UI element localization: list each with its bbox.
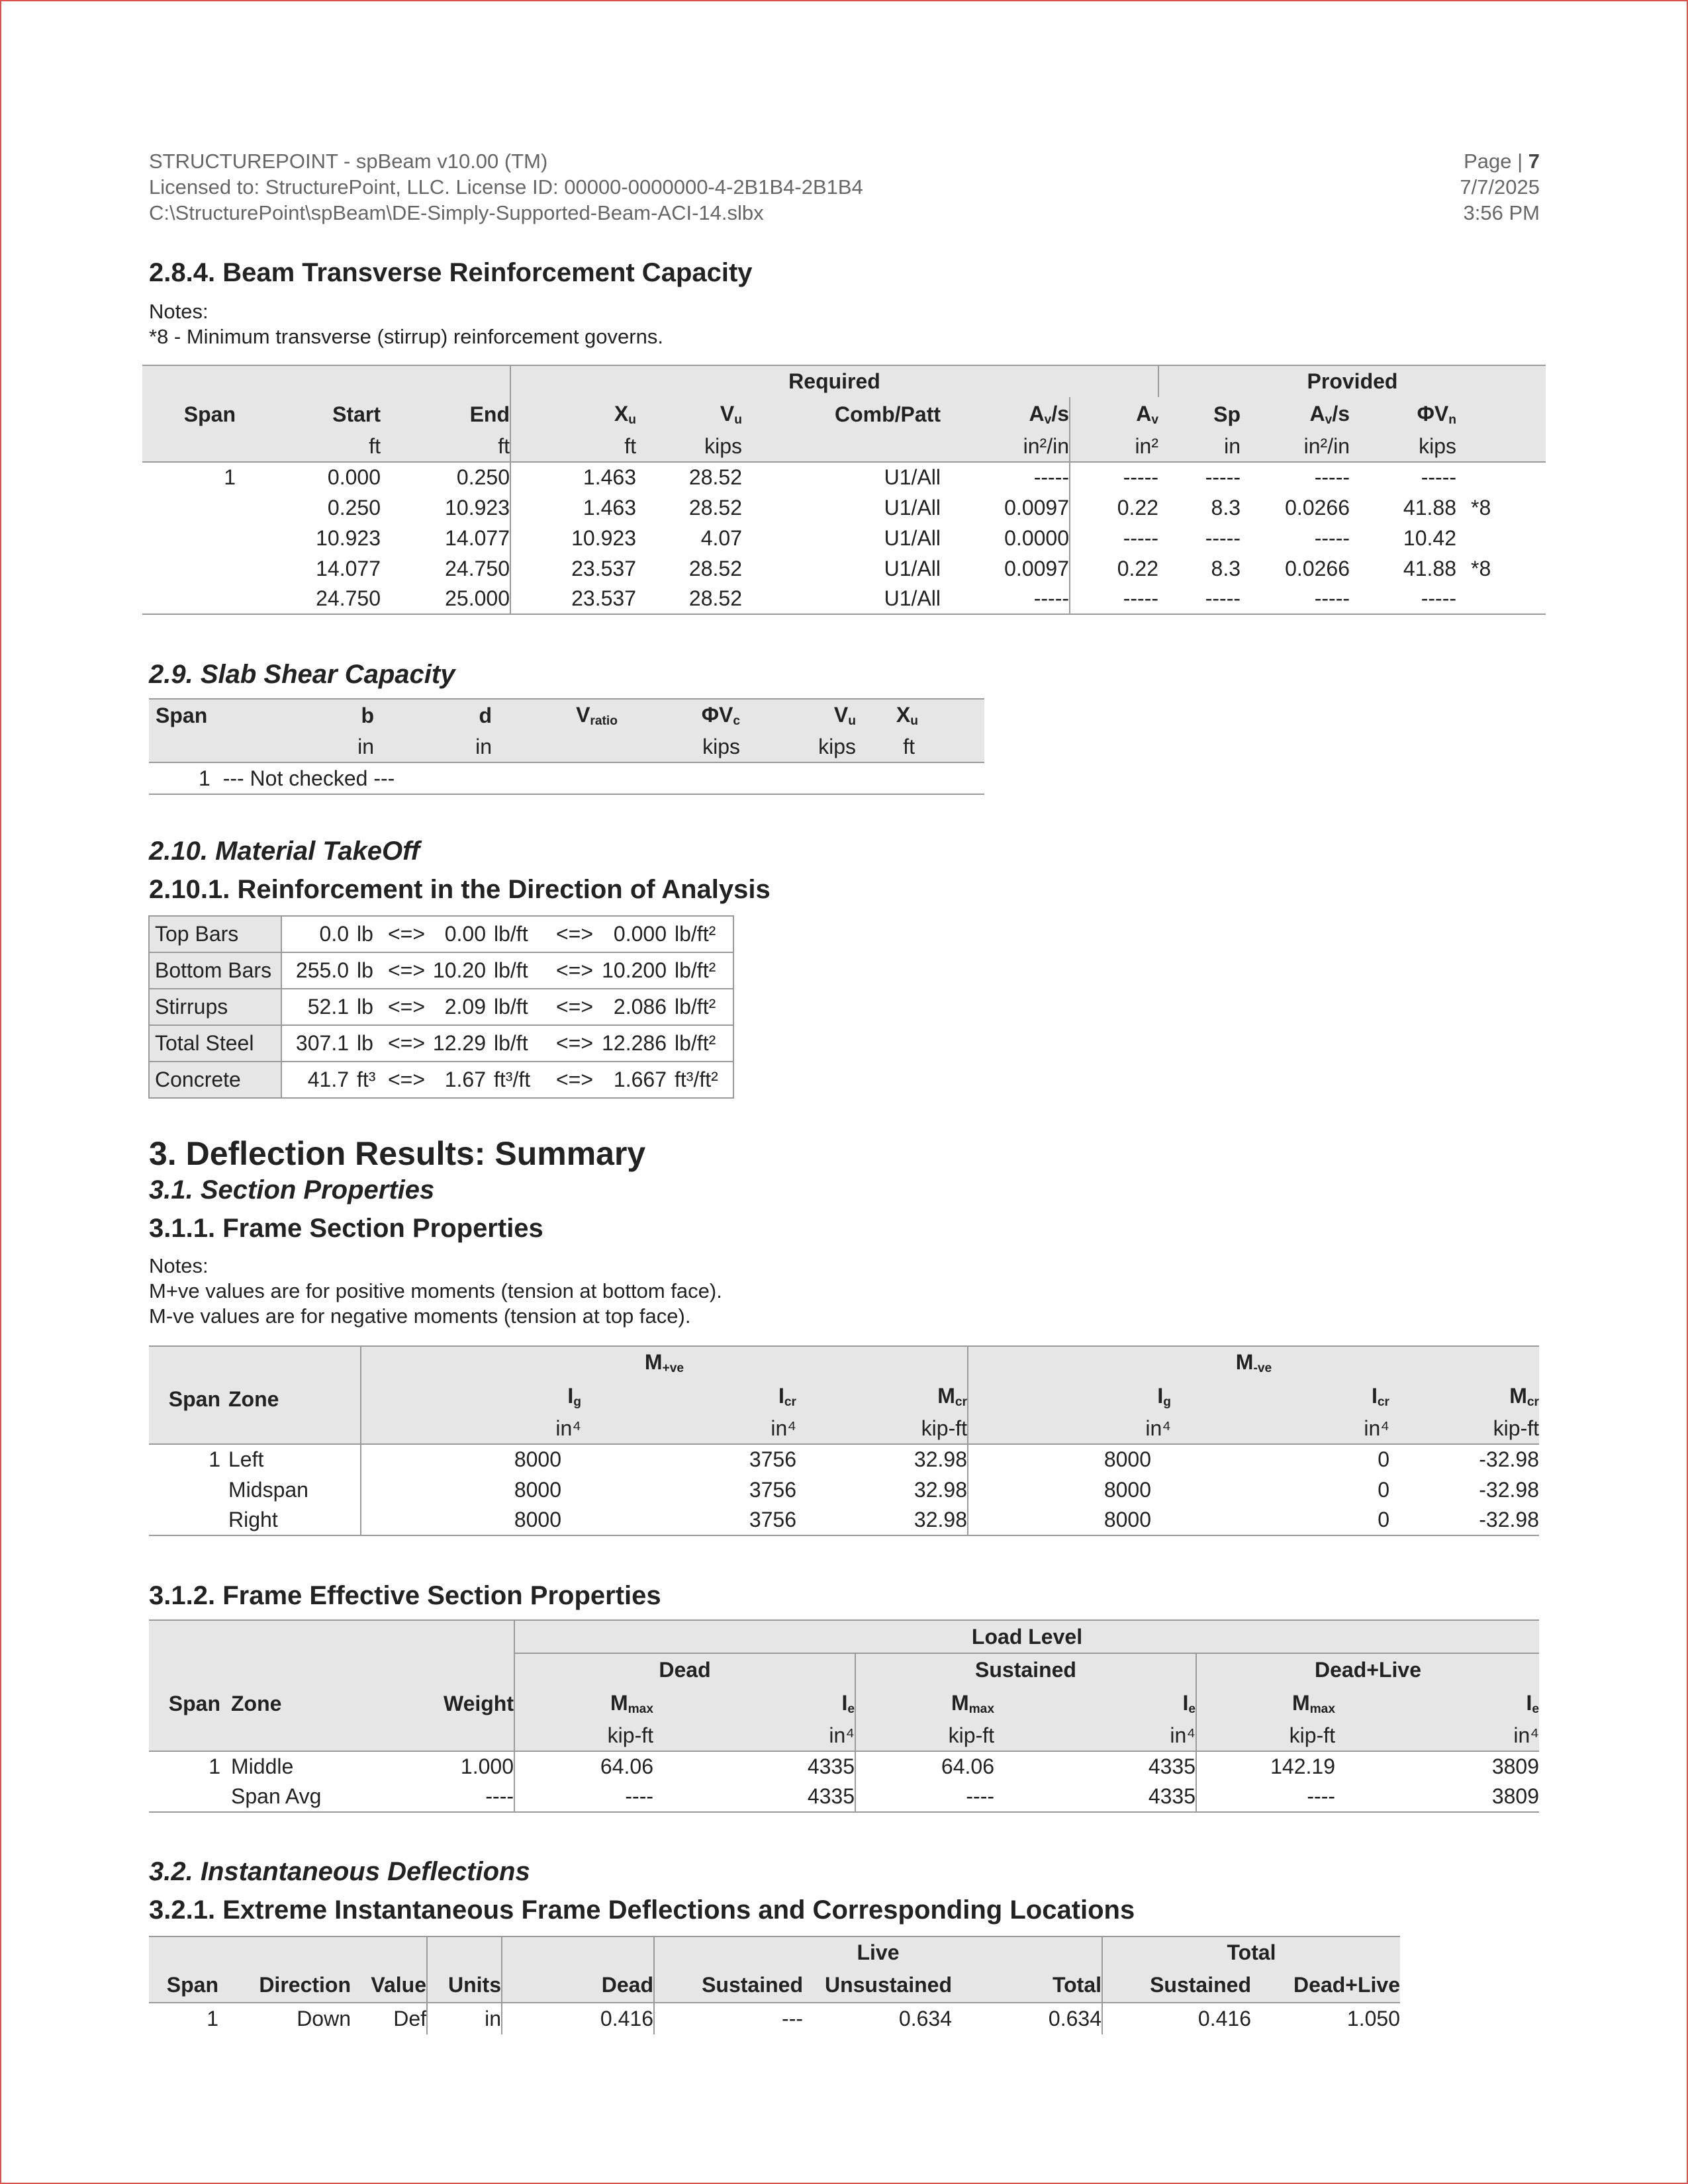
- cell-v2: 2.09: [430, 989, 486, 1025]
- note-negative: M-ve values are for negative moments (tension at top face).: [149, 1304, 691, 1328]
- col-direction: Direction: [259, 1973, 351, 1997]
- section-title-2-9: 2.9. Slab Shear Capacity: [149, 660, 455, 689]
- section-title-3-1-2: 3.1.2. Frame Effective Section Properties: [149, 1581, 661, 1610]
- table-row: [149, 989, 733, 1025]
- note-positive: M+ve values are for positive moments (tension at bottom face).: [149, 1279, 722, 1302]
- cell-u2: lb/ft: [486, 916, 552, 952]
- section-title-2-10: 2.10. Material TakeOff: [149, 837, 420, 866]
- cell-a1: <=>: [383, 1062, 430, 1098]
- cell-v3: 10.200: [597, 952, 667, 989]
- cell-total-sustained: 0.416: [1197, 2007, 1251, 2030]
- cell-vu: 28.52: [688, 556, 742, 580]
- table-row: [142, 492, 1546, 523]
- cell-nmcr: -32.98: [1479, 1477, 1539, 1502]
- table-row: [142, 553, 1546, 584]
- cell-start: 14.077: [316, 556, 381, 580]
- notes-label: Notes:: [149, 300, 209, 323]
- cell-span: [142, 584, 252, 614]
- cell-v1: 41.7: [281, 1062, 349, 1098]
- unit-vu: kips: [704, 434, 742, 458]
- col-phivn: $\Phi V_n$: [1417, 401, 1456, 427]
- cell-weight: 1.000: [361, 1751, 514, 1782]
- cell-u1: lb: [349, 1025, 383, 1062]
- slab-shear-table: [149, 698, 984, 795]
- section-title-3-1-1: 3.1.1. Frame Section Properties: [149, 1214, 543, 1243]
- cell-live-total: 0.634: [952, 2003, 1102, 2034]
- cell-span: 1: [207, 2007, 218, 2030]
- cell-start: 0.250: [327, 495, 381, 520]
- unit-icr: in⁴: [771, 1416, 796, 1440]
- cell-u2: lb/ft: [486, 1025, 552, 1062]
- cell-avs: 0.0000: [941, 523, 1070, 553]
- cell-u1: lb: [349, 952, 383, 989]
- col-vratio: $V_{ratio}$: [576, 703, 618, 728]
- cell-si: 4335: [994, 1751, 1196, 1782]
- cell-sm: 64.06: [941, 1754, 994, 1778]
- notes-2-8-4: [149, 299, 663, 349]
- col-total-sustained: Sustained: [1150, 1973, 1251, 1997]
- cell-span: [149, 1782, 228, 1812]
- table-row: [142, 584, 1546, 614]
- cell-comb: U1/All: [884, 556, 941, 580]
- col-d: d: [479, 704, 492, 727]
- cell-v1: 307.1: [281, 1025, 349, 1062]
- col-units: Units: [427, 1968, 502, 2003]
- cell-v3: 0.000: [597, 916, 667, 952]
- cell-avs: -----: [941, 584, 1070, 614]
- cell-live-unsustained: 0.634: [898, 2007, 952, 2030]
- cell-zone: Midspan: [228, 1475, 361, 1505]
- unit-phivn: kips: [1419, 434, 1456, 458]
- cell-lm: ----: [1307, 1784, 1335, 1808]
- cell-dead: 0.416: [502, 2003, 654, 2034]
- unit-vu: kips: [818, 735, 856, 758]
- section-title-3-2-1: 3.2.1. Extreme Instantaneous Frame Deflections and Corresponding Locations: [149, 1895, 1135, 1925]
- col-start: Start: [332, 402, 381, 426]
- cell-v2: 0.00: [430, 916, 486, 952]
- cell-note: [1456, 523, 1546, 553]
- col-dead-ie: $I_e$: [653, 1686, 855, 1721]
- cell-start: 0.000: [327, 465, 381, 489]
- frame-effective-section-table: [149, 1619, 1539, 1813]
- cell-span: [149, 1475, 228, 1505]
- page-number: Page | 7: [1464, 150, 1540, 173]
- group-provided: Provided: [1307, 369, 1398, 393]
- cell-icr: 3756: [749, 1508, 796, 1531]
- notes-label: Notes:: [149, 1254, 209, 1277]
- frame-section-properties-table: [149, 1345, 1539, 1536]
- cell-v2: 10.20: [430, 952, 486, 989]
- group-required: Required: [510, 365, 1158, 397]
- col-phivc: $\Phi V_c$: [701, 703, 740, 728]
- cell-a2: <=>: [552, 989, 597, 1025]
- cell-sp: 8.3: [1211, 556, 1241, 580]
- cell-di: 4335: [653, 1751, 855, 1782]
- col-neg-ig: $I_g$: [1157, 1383, 1171, 1409]
- cell-dm: 64.06: [600, 1754, 653, 1778]
- col-icr: $I_{cr}$: [778, 1383, 796, 1409]
- cell-sp: 8.3: [1211, 495, 1241, 520]
- transverse-reinforcement-table: [142, 365, 1546, 615]
- cell-weight: ----: [361, 1782, 514, 1812]
- cell-u3: lb/ft²: [667, 952, 733, 989]
- material-takeoff-table: [148, 915, 734, 1099]
- cell-span: 1: [209, 1447, 220, 1471]
- cell-zone: Left: [228, 1444, 361, 1475]
- col-mcr: $M_{cr}$: [804, 1379, 968, 1414]
- cell-av: 0.22: [1117, 556, 1158, 580]
- col-dl-mmax: $M_{max}$: [1291, 1690, 1335, 1716]
- unit-sp: in: [1224, 434, 1241, 458]
- cell-vu: 4.07: [700, 525, 742, 550]
- cell-phivn: 41.88: [1403, 495, 1456, 520]
- cell-nig: 8000: [1103, 1477, 1151, 1502]
- cell-mcr: 32.98: [804, 1444, 968, 1475]
- cell-nig: 8000: [1103, 1508, 1151, 1531]
- table-row: [149, 1505, 1539, 1535]
- report-time: 3:56 PM: [1463, 201, 1540, 224]
- col-sust-mmax: $M_{max}$: [951, 1690, 994, 1716]
- unit-req-avs: in²/in: [941, 432, 1070, 462]
- col-vu: $V_u$: [720, 401, 742, 427]
- cell-phivn: -----: [1421, 465, 1456, 489]
- section-title-3: 3. Deflection Results: Summary: [149, 1135, 646, 1172]
- cell-phivn: 41.88: [1403, 556, 1456, 580]
- col-b: b: [361, 704, 374, 727]
- unit-neg-ig: in⁴: [1145, 1416, 1171, 1440]
- cell-u1: lb: [349, 989, 383, 1025]
- col-dl-ie: $I_e$: [1526, 1690, 1539, 1716]
- cell-zone: Middle: [231, 1754, 294, 1778]
- col-weight: Weight: [361, 1686, 514, 1721]
- cell-pavs: -----: [1314, 525, 1350, 550]
- cell-end: 25.000: [381, 584, 510, 614]
- report-date: 7/7/2025: [1460, 175, 1540, 199]
- col-ig: $I_g$: [567, 1383, 581, 1409]
- unit-b: in: [357, 735, 374, 758]
- cell-nicr: 0: [1378, 1477, 1389, 1502]
- table-row: [149, 762, 984, 794]
- col-xu: $X_u$: [614, 401, 636, 427]
- cell-zone: Right: [228, 1505, 361, 1535]
- cell-comb: U1/All: [884, 525, 941, 550]
- cell-di: 4335: [653, 1782, 855, 1812]
- unit-xu: ft: [903, 735, 915, 758]
- table-row: [149, 952, 733, 989]
- cell-live-sustained: ---: [782, 2007, 803, 2030]
- cell-icr: 3756: [749, 1447, 796, 1471]
- cell-vu: 28.52: [688, 465, 742, 489]
- license-line: Licensed to: StructurePoint, LLC. License ID: 00000-0000000-4-2B1B4-2B1B4: [149, 175, 863, 199]
- cell-total-dead-live: 1.050: [1346, 2007, 1400, 2030]
- col-vu: $V_u$: [833, 703, 856, 728]
- cell-avs: 0.0097: [941, 553, 1070, 584]
- table-row: [149, 1025, 733, 1062]
- cell-ig: 8000: [514, 1477, 561, 1502]
- cell-comb: U1/All: [884, 495, 941, 520]
- col-sust-ie: $I_e$: [994, 1686, 1196, 1721]
- cell-vu: 28.52: [688, 586, 742, 610]
- col-value: Value: [351, 1968, 427, 2003]
- cell-ig: 8000: [514, 1508, 561, 1531]
- cell-a1: <=>: [383, 952, 430, 989]
- notes-3-1-1: [149, 1253, 722, 1329]
- cell-u1: ft³: [349, 1062, 383, 1098]
- cell-phivn: 10.42: [1403, 525, 1456, 550]
- col-av: $A_v$: [1136, 401, 1158, 427]
- cell-label: Concrete: [149, 1062, 281, 1098]
- section-title-3-2: 3.2. Instantaneous Deflections: [149, 1857, 530, 1886]
- unit-sust-ie: in⁴: [994, 1721, 1196, 1751]
- cell-phivn: -----: [1421, 586, 1456, 610]
- cell-dm: ----: [625, 1784, 653, 1808]
- group-load-level: Load Level: [514, 1620, 1539, 1653]
- col-neg-mcr: $M_{cr}$: [1509, 1383, 1539, 1409]
- cell-note: [1456, 584, 1546, 614]
- cell-xu: 10.923: [571, 525, 636, 550]
- cell-pavs: 0.0266: [1285, 495, 1350, 520]
- page-info: [1460, 148, 1540, 226]
- cell-pavs: -----: [1314, 465, 1350, 489]
- group-dead-live: Dead+Live: [1315, 1658, 1421, 1682]
- cell-v1: 255.0: [281, 952, 349, 989]
- unit-av: in²: [1135, 434, 1158, 458]
- cell-a2: <=>: [552, 952, 597, 989]
- cell-a2: <=>: [552, 916, 597, 952]
- cell-xu: 1.463: [583, 465, 636, 489]
- cell-a1: <=>: [383, 916, 430, 952]
- cell-lm: 142.19: [1270, 1754, 1335, 1778]
- cell-zone: Span Avg: [231, 1784, 322, 1808]
- cell-vu: 28.52: [688, 495, 742, 520]
- col-zone: Zone: [231, 1691, 282, 1715]
- cell-li: 3809: [1491, 1784, 1539, 1808]
- col-zone: Zone: [228, 1379, 361, 1444]
- section-title-3-1: 3.1. Section Properties: [149, 1175, 435, 1205]
- cell-xu: 1.463: [583, 495, 636, 520]
- cell-note: [1456, 462, 1546, 492]
- table-row: [149, 1444, 1539, 1475]
- cell-v3: 12.286: [597, 1025, 667, 1062]
- col-end: End: [381, 397, 510, 432]
- col-dead: Dead: [502, 1968, 654, 2003]
- cell-a2: <=>: [552, 1025, 597, 1062]
- cell-u2: lb/ft: [486, 989, 552, 1025]
- group-total: Total: [1227, 1940, 1276, 1964]
- cell-v1: 52.1: [281, 989, 349, 1025]
- cell-u1: lb: [349, 916, 383, 952]
- col-dead-mmax: $M_{max}$: [610, 1690, 653, 1716]
- cell-av: -----: [1123, 465, 1158, 489]
- cell-xu: 23.537: [571, 586, 636, 610]
- col-xu: $X_u$: [896, 703, 918, 728]
- table-row: [142, 523, 1546, 553]
- cell-span: 1: [224, 465, 236, 489]
- cell-sm: ----: [966, 1784, 994, 1808]
- cell-u3: ft³/ft²: [667, 1062, 733, 1098]
- unit-mcr: kip-ft: [804, 1414, 968, 1444]
- cell-a1: <=>: [383, 989, 430, 1025]
- col-live-unsustained: Unsustained: [824, 1973, 952, 1997]
- group-m-neg: $M_{-ve}$: [1235, 1350, 1272, 1375]
- cell-nicr: 0: [1378, 1508, 1389, 1531]
- cell-label: Stirrups: [149, 989, 281, 1025]
- report-header: [149, 148, 863, 226]
- cell-end: 0.250: [381, 462, 510, 492]
- cell-u3: lb/ft²: [667, 1025, 733, 1062]
- cell-v3: 2.086: [597, 989, 667, 1025]
- cell-u2: lb/ft: [486, 952, 552, 989]
- cell-nmcr: -32.98: [1479, 1447, 1539, 1471]
- cell-av: -----: [1123, 586, 1158, 610]
- col-span: Span: [168, 1691, 220, 1715]
- col-neg-icr: $I_{cr}$: [1371, 1383, 1389, 1409]
- col-comb: Comb/Patt: [835, 402, 941, 426]
- cell-sp: -----: [1205, 525, 1241, 550]
- cell-comb: U1/All: [884, 465, 941, 489]
- col-prov-avs: $A_v/s$: [1309, 401, 1350, 427]
- cell-direction: Down: [297, 2007, 351, 2030]
- cell-units: in: [427, 2003, 502, 2034]
- cell-xu: 23.537: [571, 556, 636, 580]
- table-row: [149, 1062, 733, 1098]
- cell-nig: 8000: [1103, 1447, 1151, 1471]
- col-sp: Sp: [1213, 402, 1241, 426]
- table-row: [149, 916, 733, 952]
- col-live-total: Total: [952, 1968, 1102, 2003]
- table-row: [149, 1751, 1539, 1782]
- file-path-line: C:\StructurePoint\spBeam\DE-Simply-Supported-Beam-ACI-14.slbx: [149, 201, 764, 224]
- col-live-sustained: Sustained: [702, 1973, 803, 1997]
- col-span: Span: [168, 1387, 220, 1411]
- cell-note: *8: [1471, 556, 1491, 580]
- table-row: [149, 2003, 1400, 2034]
- cell-end: 14.077: [381, 523, 510, 553]
- table-row: [149, 1782, 1539, 1812]
- cell-span: [149, 1505, 228, 1535]
- cell-nmcr: -32.98: [1479, 1508, 1539, 1531]
- col-span: Span: [156, 704, 208, 727]
- unit-dl-ie: in⁴: [1513, 1723, 1539, 1747]
- cell-start: 10.923: [316, 525, 381, 550]
- table-row: [142, 462, 1546, 492]
- cell-span: [142, 523, 252, 553]
- cell-mcr: 32.98: [804, 1475, 968, 1505]
- cell-a2: <=>: [552, 1062, 597, 1098]
- cell-span: [142, 553, 252, 584]
- cell-u3: lb/ft²: [667, 989, 733, 1025]
- cell-label: Top Bars: [149, 916, 281, 952]
- unit-prov-avs: in²/in: [1303, 434, 1350, 458]
- cell-li: 3809: [1491, 1754, 1539, 1778]
- cell-pavs: 0.0266: [1285, 556, 1350, 580]
- unit-d: in: [475, 735, 492, 758]
- group-live: Live: [654, 1936, 1102, 1968]
- cell-label: Bottom Bars: [149, 952, 281, 989]
- program-line: STRUCTUREPOINT - spBeam v10.00 (TM): [149, 150, 548, 173]
- row-status: --- Not checked ---: [222, 766, 395, 790]
- cell-end: 10.923: [381, 492, 510, 523]
- unit-end: ft: [381, 432, 510, 462]
- col-total-dead-live: Dead+Live: [1293, 1973, 1400, 1997]
- cell-avs: -----: [941, 462, 1070, 492]
- cell-v3: 1.667: [597, 1062, 667, 1098]
- unit-ig: in⁴: [555, 1416, 581, 1440]
- unit-dl-mmax: kip-ft: [1289, 1723, 1335, 1747]
- cell-a1: <=>: [383, 1025, 430, 1062]
- group-m-pos: $M_{+ve}$: [361, 1346, 968, 1379]
- cell-sp: -----: [1205, 465, 1241, 489]
- cell-comb: U1/All: [884, 586, 941, 610]
- section-title-2-10-1: 2.10.1. Reinforcement in the Direction of Analysis: [149, 875, 771, 904]
- cell-sp: -----: [1205, 586, 1241, 610]
- cell-mcr: 32.98: [804, 1505, 968, 1535]
- col-span: Span: [183, 402, 236, 426]
- cell-v1: 0.0: [281, 916, 349, 952]
- section-title-2-8-4: 2.8.4. Beam Transverse Reinforcement Capacity: [149, 258, 753, 287]
- group-sustained: Sustained: [855, 1653, 1196, 1686]
- cell-value: Def: [351, 2003, 427, 2034]
- cell-v2: 1.67: [430, 1062, 486, 1098]
- cell-si: 4335: [994, 1782, 1196, 1812]
- unit-phivc: kips: [702, 735, 740, 758]
- col-span: Span: [166, 1973, 218, 1997]
- cell-icr: 3756: [749, 1477, 796, 1502]
- unit-neg-icr: in⁴: [1364, 1416, 1389, 1440]
- unit-xu: ft: [624, 434, 636, 458]
- unit-sust-mmax: kip-ft: [948, 1723, 994, 1747]
- cell-nicr: 0: [1378, 1447, 1389, 1471]
- cell-ig: 8000: [514, 1447, 561, 1471]
- unit-neg-mcr: kip-ft: [1493, 1416, 1539, 1440]
- cell-pavs: -----: [1314, 586, 1350, 610]
- unit-dead-ie: in⁴: [653, 1721, 855, 1751]
- cell-av: -----: [1123, 525, 1158, 550]
- cell-span: [142, 492, 252, 523]
- note-8: *8 - Minimum transverse (stirrup) reinforcement governs.: [149, 325, 663, 348]
- unit-dead-mmax: kip-ft: [607, 1723, 653, 1747]
- cell-note: *8: [1471, 495, 1491, 520]
- cell-av: 0.22: [1117, 495, 1158, 520]
- cell-label: Total Steel: [149, 1025, 281, 1062]
- cell-end: 24.750: [381, 553, 510, 584]
- cell-u2: ft³/ft: [486, 1062, 552, 1098]
- col-req-avs: $A_v/s$: [941, 397, 1070, 432]
- cell-start: 24.750: [316, 586, 381, 610]
- unit-start: ft: [369, 434, 381, 458]
- table-row: [149, 1475, 1539, 1505]
- cell-span: 1: [209, 1754, 220, 1778]
- row-span: 1: [199, 766, 211, 790]
- cell-u3: lb/ft²: [667, 916, 733, 952]
- cell-v2: 12.29: [430, 1025, 486, 1062]
- group-dead: Dead: [514, 1653, 855, 1686]
- cell-avs: 0.0097: [941, 492, 1070, 523]
- instantaneous-deflections-table: [149, 1936, 1400, 2034]
